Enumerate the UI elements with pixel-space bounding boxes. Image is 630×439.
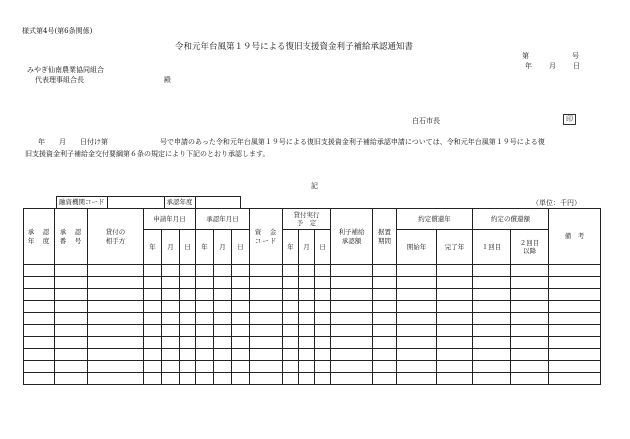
header-repay-amount: 約定の償還額 [473, 209, 549, 230]
recipient-org: みやぎ仙南農業協同組合 [27, 66, 104, 74]
table-cell[interactable] [24, 301, 55, 313]
table-cell[interactable] [162, 277, 180, 289]
table-cell[interactable] [250, 313, 283, 325]
table-cell[interactable] [373, 325, 397, 337]
table-cell[interactable] [473, 301, 511, 313]
table-cell[interactable] [397, 349, 437, 361]
table-row [24, 313, 601, 325]
table-cell[interactable] [331, 337, 373, 349]
table-cell[interactable] [214, 277, 232, 289]
table-cell[interactable] [24, 289, 55, 301]
table-cell[interactable] [473, 373, 511, 385]
table-row [24, 265, 601, 277]
table-cell[interactable] [55, 361, 88, 373]
table-cell[interactable] [180, 301, 196, 313]
table-cell[interactable] [162, 337, 180, 349]
table-cell[interactable] [315, 301, 331, 313]
table-cell[interactable] [283, 361, 299, 373]
table-cell[interactable] [24, 277, 55, 289]
table-cell[interactable] [162, 373, 180, 385]
doc-number-dai: 第 [522, 52, 529, 60]
table-cell[interactable] [331, 373, 373, 385]
table-cell[interactable] [232, 337, 250, 349]
table-cell[interactable] [88, 361, 144, 373]
table-cell[interactable] [180, 373, 196, 385]
table-cell[interactable] [397, 289, 437, 301]
table-cell[interactable] [299, 301, 315, 313]
table-cell[interactable] [214, 349, 232, 361]
header-approval-number: 承 認 番 号 [55, 209, 88, 265]
table-cell[interactable] [196, 289, 214, 301]
table-cell[interactable] [232, 361, 250, 373]
table-cell[interactable] [299, 289, 315, 301]
table-cell[interactable] [144, 349, 162, 361]
table-cell[interactable] [55, 337, 88, 349]
header-loan-plan: 貸付実行 予 定 [283, 209, 331, 230]
table-cell[interactable] [331, 325, 373, 337]
table-cell[interactable] [250, 349, 283, 361]
table-cell[interactable] [397, 325, 437, 337]
table-cell[interactable] [473, 313, 511, 325]
table-row [24, 277, 601, 289]
table-cell[interactable] [162, 325, 180, 337]
table-cell[interactable] [331, 313, 373, 325]
table-cell[interactable] [214, 325, 232, 337]
sub-loan-year: 年 [283, 230, 299, 265]
table-cell[interactable] [299, 361, 315, 373]
table-cell[interactable] [473, 349, 511, 361]
table-cell[interactable] [315, 265, 331, 277]
table-cell[interactable] [315, 313, 331, 325]
table-cell[interactable] [214, 265, 232, 277]
table-cell[interactable] [473, 289, 511, 301]
table-cell[interactable] [397, 361, 437, 373]
table-cell[interactable] [549, 361, 601, 373]
table-cell[interactable] [214, 361, 232, 373]
header-repay-years: 約定償還年 [397, 209, 473, 230]
table-cell[interactable] [55, 265, 88, 277]
body-line-2: 旧支援資金利子補給金交付要綱第６条の規定により下記のとおり承認します。 [25, 150, 270, 158]
table-cell[interactable] [88, 373, 144, 385]
table-cell[interactable] [315, 361, 331, 373]
table-cell[interactable] [250, 373, 283, 385]
table-cell[interactable] [55, 289, 88, 301]
table-cell[interactable] [283, 265, 299, 277]
table-cell[interactable] [331, 361, 373, 373]
table-cell[interactable] [437, 313, 473, 325]
table-cell[interactable] [373, 301, 397, 313]
table-cell[interactable] [250, 325, 283, 337]
sub-start-year: 開始年 [397, 230, 437, 265]
table-cell[interactable] [549, 301, 601, 313]
table-cell[interactable] [437, 337, 473, 349]
table-cell[interactable] [180, 361, 196, 373]
document-title: 令和元年台風第１９号による復旧支援資金利子補給承認通知書 [175, 42, 414, 52]
date-day-label: 日 [573, 62, 580, 70]
table-cell[interactable] [250, 337, 283, 349]
recipient-rep: 代表理事組合長 [35, 76, 84, 84]
table-cell[interactable] [283, 289, 299, 301]
table-cell[interactable] [214, 289, 232, 301]
table-cell[interactable] [283, 349, 299, 361]
table-cell[interactable] [144, 337, 162, 349]
header-approval-year: 承 認 年 度 [24, 209, 55, 265]
table-cell[interactable] [250, 301, 283, 313]
table-cell[interactable] [283, 313, 299, 325]
table-cell[interactable] [511, 361, 549, 373]
table-cell[interactable] [162, 265, 180, 277]
table-cell[interactable] [88, 313, 144, 325]
table-cell[interactable] [250, 361, 283, 373]
table-cell[interactable] [196, 325, 214, 337]
header-apply-date: 申請年月日 [144, 209, 196, 230]
table-cell[interactable] [315, 373, 331, 385]
bank-code-label: 融資機関コード [57, 197, 108, 208]
table-cell[interactable] [214, 313, 232, 325]
table-row [24, 361, 601, 373]
table-cell[interactable] [549, 265, 601, 277]
form-number: 様式第4号(第6条関係) [22, 27, 93, 35]
sender-mayor: 白石市長 [412, 117, 440, 125]
table-cell[interactable] [299, 349, 315, 361]
table-cell[interactable] [232, 373, 250, 385]
table-cell[interactable] [144, 361, 162, 373]
table-row [24, 373, 601, 385]
header-remarks: 備 考 [549, 209, 601, 265]
table-cell[interactable] [373, 337, 397, 349]
approval-year-field [196, 197, 240, 208]
table-cell[interactable] [196, 265, 214, 277]
table-cell[interactable] [511, 349, 549, 361]
body-line-1b: 号で申請のあった令和元年台風第１９号による復旧支援資金利子補給承認申請については、令和元年台風第１９号による復 [160, 138, 545, 146]
approval-table [23, 208, 601, 385]
table-cell[interactable] [473, 361, 511, 373]
table-cell[interactable] [397, 301, 437, 313]
table-cell[interactable] [24, 265, 55, 277]
table-cell[interactable] [315, 277, 331, 289]
table-cell[interactable] [180, 349, 196, 361]
table-cell[interactable] [88, 349, 144, 361]
table-cell[interactable] [88, 301, 144, 313]
table-cell[interactable] [180, 289, 196, 301]
table-cell[interactable] [196, 277, 214, 289]
table-cell[interactable] [315, 337, 331, 349]
table-cell[interactable] [315, 325, 331, 337]
table-cell[interactable] [232, 325, 250, 337]
table-cell[interactable] [315, 349, 331, 361]
table-cell[interactable] [55, 349, 88, 361]
table-cell[interactable] [397, 265, 437, 277]
table-cell[interactable] [437, 277, 473, 289]
table-cell[interactable] [511, 277, 549, 289]
table-cell[interactable] [162, 349, 180, 361]
table-cell[interactable] [232, 277, 250, 289]
table-cell[interactable] [549, 325, 601, 337]
table-cell[interactable] [437, 361, 473, 373]
table-cell[interactable] [162, 361, 180, 373]
table-cell[interactable] [315, 289, 331, 301]
table-cell[interactable] [511, 313, 549, 325]
sub-apply-month: 月 [162, 230, 180, 265]
table-cell[interactable] [88, 265, 144, 277]
table-row [24, 325, 601, 337]
table-cell[interactable] [373, 349, 397, 361]
table-cell[interactable] [232, 313, 250, 325]
table-cell[interactable] [196, 337, 214, 349]
table-cell[interactable] [232, 289, 250, 301]
table-cell[interactable] [397, 337, 437, 349]
table-cell[interactable] [214, 301, 232, 313]
table-cell[interactable] [373, 277, 397, 289]
table-cell[interactable] [232, 265, 250, 277]
table-cell[interactable] [473, 277, 511, 289]
table-cell[interactable] [162, 313, 180, 325]
table-cell[interactable] [162, 301, 180, 313]
table-cell[interactable] [144, 373, 162, 385]
header-grace-period: 据置 期間 [373, 209, 397, 265]
date-year-label: 年 [525, 62, 532, 70]
table-cell[interactable] [162, 289, 180, 301]
table-cell[interactable] [180, 337, 196, 349]
doc-number-go: 号 [572, 52, 579, 60]
table-cell[interactable] [549, 289, 601, 301]
table-cell[interactable] [24, 361, 55, 373]
sub-approve-year: 年 [196, 230, 214, 265]
table-cell[interactable] [180, 313, 196, 325]
seal-mark: 印 [563, 114, 576, 125]
table-cell[interactable] [196, 349, 214, 361]
sub-loan-day: 日 [315, 230, 331, 265]
table-cell[interactable] [232, 349, 250, 361]
table-row [24, 301, 601, 313]
table-cell[interactable] [397, 277, 437, 289]
table-cell[interactable] [250, 289, 283, 301]
header-approve-date: 承認年月日 [196, 209, 250, 230]
table-row [24, 337, 601, 349]
ki-heading: 記 [311, 182, 318, 190]
table-cell[interactable] [55, 373, 88, 385]
table-cell[interactable] [24, 313, 55, 325]
date-month-label: 月 [549, 62, 556, 70]
table-cell[interactable] [88, 289, 144, 301]
body-line-1a: 年 月 日付け第 [38, 138, 108, 146]
header-lender: 貸付の 相手方 [88, 209, 144, 265]
header-fund-code: 資 金 コード [250, 209, 283, 265]
table-cell[interactable] [473, 325, 511, 337]
table-cell[interactable] [549, 313, 601, 325]
sub-end-year: 完了年 [437, 230, 473, 265]
table-cell[interactable] [180, 325, 196, 337]
table-cell[interactable] [373, 373, 397, 385]
table-cell[interactable] [283, 325, 299, 337]
table-cell[interactable] [299, 373, 315, 385]
table-cell[interactable] [549, 373, 601, 385]
table-cell[interactable] [144, 265, 162, 277]
table-cell[interactable] [511, 373, 549, 385]
sub-loan-month: 月 [299, 230, 315, 265]
table-cell[interactable] [283, 337, 299, 349]
table-row [24, 289, 601, 301]
table-cell[interactable] [373, 265, 397, 277]
table-cell[interactable] [331, 349, 373, 361]
bank-code-field [108, 197, 165, 208]
table-cell[interactable] [397, 313, 437, 325]
sub-first: １回目 [473, 230, 511, 265]
table-cell[interactable] [437, 325, 473, 337]
table-cell[interactable] [299, 325, 315, 337]
table-cell[interactable] [549, 277, 601, 289]
table-cell[interactable] [55, 277, 88, 289]
table-cell[interactable] [196, 313, 214, 325]
table-cell[interactable] [250, 265, 283, 277]
table-cell[interactable] [437, 373, 473, 385]
table-cell[interactable] [473, 265, 511, 277]
table-cell[interactable] [180, 277, 196, 289]
table-cell[interactable] [331, 289, 373, 301]
sub-second: ２回目 以降 [511, 230, 549, 265]
table-cell[interactable] [299, 313, 315, 325]
table-cell[interactable] [88, 277, 144, 289]
table-cell[interactable] [511, 265, 549, 277]
header-interest-amount: 利子補給 承認額 [331, 209, 373, 265]
table-cell[interactable] [331, 277, 373, 289]
table-row [24, 349, 601, 361]
table-cell[interactable] [283, 373, 299, 385]
sub-approve-day: 日 [232, 230, 250, 265]
table-cell[interactable] [144, 325, 162, 337]
table-cell[interactable] [55, 313, 88, 325]
table-cell[interactable] [437, 289, 473, 301]
table-cell[interactable] [299, 265, 315, 277]
table-cell[interactable] [24, 349, 55, 361]
sub-approve-month: 月 [214, 230, 232, 265]
table-cell[interactable] [283, 301, 299, 313]
table-cell[interactable] [144, 301, 162, 313]
table-cell[interactable] [214, 337, 232, 349]
table-cell[interactable] [299, 277, 315, 289]
table-cell[interactable] [437, 265, 473, 277]
table-cell[interactable] [144, 313, 162, 325]
table-cell[interactable] [214, 373, 232, 385]
table-cell[interactable] [196, 301, 214, 313]
unit-label: （単位：千円） [532, 199, 581, 207]
approval-year-label: 承認年度 [165, 197, 196, 208]
table-cell[interactable] [196, 373, 214, 385]
table-cell[interactable] [373, 313, 397, 325]
table-cell[interactable] [180, 265, 196, 277]
table-cell[interactable] [144, 277, 162, 289]
table-cell[interactable] [55, 301, 88, 313]
table-cell[interactable] [511, 289, 549, 301]
table-cell[interactable] [397, 373, 437, 385]
table-cell[interactable] [196, 361, 214, 373]
table-cell[interactable] [473, 337, 511, 349]
table-cell[interactable] [549, 349, 601, 361]
table-cell[interactable] [331, 301, 373, 313]
table-cell[interactable] [250, 277, 283, 289]
table-cell[interactable] [331, 265, 373, 277]
table-cell[interactable] [283, 277, 299, 289]
table-cell[interactable] [373, 361, 397, 373]
table-cell[interactable] [88, 337, 144, 349]
table-cell[interactable] [24, 337, 55, 349]
table-cell[interactable] [511, 325, 549, 337]
sub-apply-day: 日 [180, 230, 196, 265]
table-cell[interactable] [24, 373, 55, 385]
table-cell[interactable] [437, 301, 473, 313]
table-cell[interactable] [144, 289, 162, 301]
table-cell[interactable] [299, 337, 315, 349]
table-cell[interactable] [437, 349, 473, 361]
table-cell[interactable] [232, 301, 250, 313]
table-cell[interactable] [549, 337, 601, 349]
table-cell[interactable] [24, 325, 55, 337]
table-cell[interactable] [373, 289, 397, 301]
sub-apply-year: 年 [144, 230, 162, 265]
table-cell[interactable] [88, 325, 144, 337]
table-cell[interactable] [511, 337, 549, 349]
table-cell[interactable] [511, 301, 549, 313]
table-cell[interactable] [55, 325, 88, 337]
recipient-honorific: 殿 [164, 76, 171, 84]
